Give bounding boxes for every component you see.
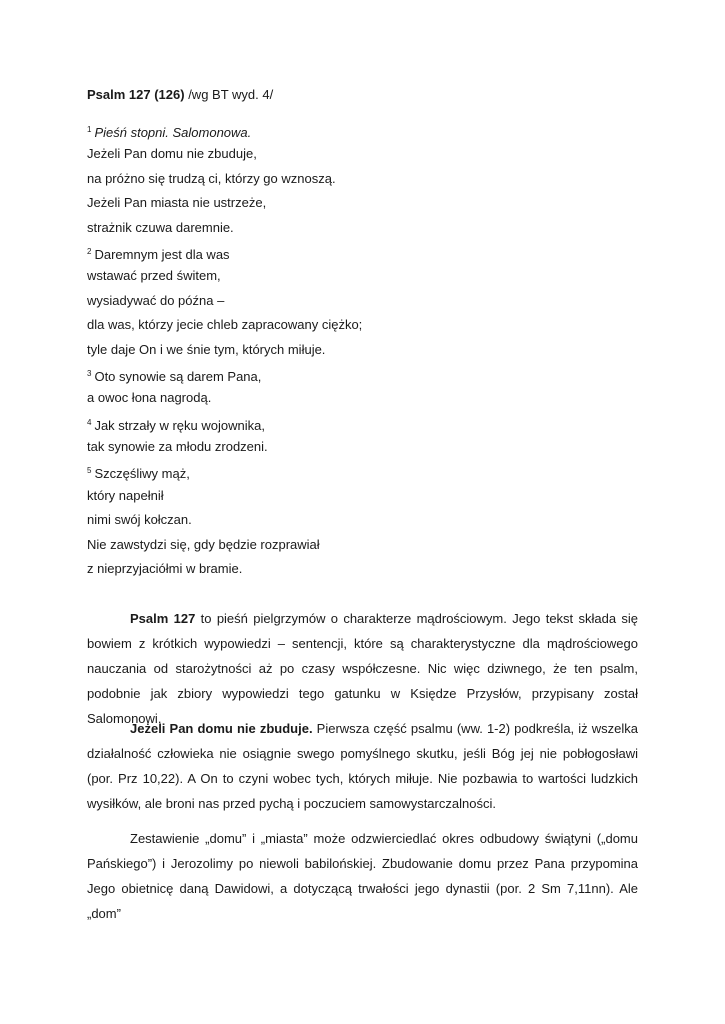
psalm-line [87,484,362,508]
psalm-line [87,411,362,435]
psalm-line-text: wysiadywać do późna – [87,292,225,308]
verse-number: 4 [87,417,92,427]
psalm-line-text: który napełnił [87,487,164,503]
psalm-line-text: dla was, którzy jecie chleb zapracowany ciężko; [87,317,363,333]
psalm-line [87,118,362,142]
verse-number: 3 [87,368,92,378]
psalm-line-text: z nieprzyjaciółmi w bramie. [87,561,243,577]
paragraph-text: Zestawienie „domu” i „miasta” może odzwierciedlać okres odbudowy świątyni („domu Pańskiego”) i Jerozolimy po niewoli babilońskiej. Zbudowanie domu przez Pana przypomina Jego obietnicę daną Dawidowi, a dotyczącą trwałości jego dynastii (por. 2 Sm 7,11nn). Ale „dom” [87,831,638,921]
psalm-line-text: Jak strzały w ręku wojownika, [94,417,265,433]
psalm-line [87,386,362,410]
psalm-line [87,557,362,581]
paragraph-text: to pieśń pielgrzymów o charakterze mądrościowym. Jego tekst składa się bowiem z krótkich wypowiedzi – sentencji, które są charakterystyczne dla mądrościowego nauczania od starożytności aż po czasy współczesne. Nic więc dziwnego, że ten psalm, podobnie jak zbiory wypowiedzi tego gatunku w Księdze Przysłów, przypisany został Salomonowi. [87,611,638,726]
psalm-line [87,338,362,362]
psalm-line [87,362,362,386]
psalm-line-text: a owoc łona nagrodą. [87,390,212,406]
paragraph-text: Pierwsza część psalmu (ww. 1-2) podkreśla, iż wszelka działalność człowieka nie osiągnie swego pomyślnego skutku, jeśli Bóg jej nie pobłogosławi (por. Prz 10,22). A On to czyni wobec tych, których miłuje. Nie pozbawia to wartości ludzkich wysiłków, ale broni nas przed pychą i poczuciem samowystarczalności. [87,721,638,811]
psalm-line-text: Nie zawstydzi się, gdy będzie rozprawiał [87,536,320,552]
psalm-line-text: strażnik czuwa daremnie. [87,219,234,235]
psalm-line-text: tak synowie za młodu zrodzeni. [87,439,268,455]
heading-subtitle: /wg BT wyd. 4/ [184,87,274,102]
psalm-line [87,142,362,166]
psalm-line-text: Pieśń stopni. Salomonowa. [94,125,252,140]
psalm-line-text: Daremnym jest dla was [94,246,230,262]
psalm-line-text: na próżno się trudzą ci, którzy go wznoszą. [87,170,336,186]
psalm-line-text: Oto synowie są darem Pana, [94,368,262,384]
psalm-text [87,118,362,581]
psalm-line-text: Jeżeli Pan domu nie zbuduje, [87,146,257,162]
psalm-line-text: wstawać przed świtem, [87,268,221,284]
psalm-line [87,216,362,240]
commentary-paragraph-2 [87,716,638,816]
psalm-line [87,289,362,313]
verse-number: 2 [87,246,92,256]
commentary-paragraph-3 [87,826,638,926]
paragraph-lead: Psalm 127 [130,611,196,626]
psalm-line-text: Jeżeli Pan miasta nie ustrzeże, [87,195,267,211]
psalm-line [87,508,362,532]
verse-number: 5 [87,466,92,476]
psalm-line [87,533,362,557]
psalm-line [87,167,362,191]
psalm-line-text: nimi swój kołczan. [87,512,192,528]
heading-title: Psalm 127 (126) [87,87,185,102]
verse-number: 1 [87,125,92,134]
psalm-line [87,459,362,483]
psalm-line [87,264,362,288]
psalm-line [87,240,362,264]
psalm-line [87,435,362,459]
document-heading [87,87,273,103]
psalm-line [87,313,362,337]
commentary-paragraph-1 [87,606,638,731]
psalm-line-text: tyle daje On i we śnie tym, których miłuje. [87,341,326,357]
paragraph-lead: Jeżeli Pan domu nie zbuduje. [130,721,313,736]
psalm-line [87,191,362,215]
psalm-line-text: Szczęśliwy mąż, [94,466,190,482]
